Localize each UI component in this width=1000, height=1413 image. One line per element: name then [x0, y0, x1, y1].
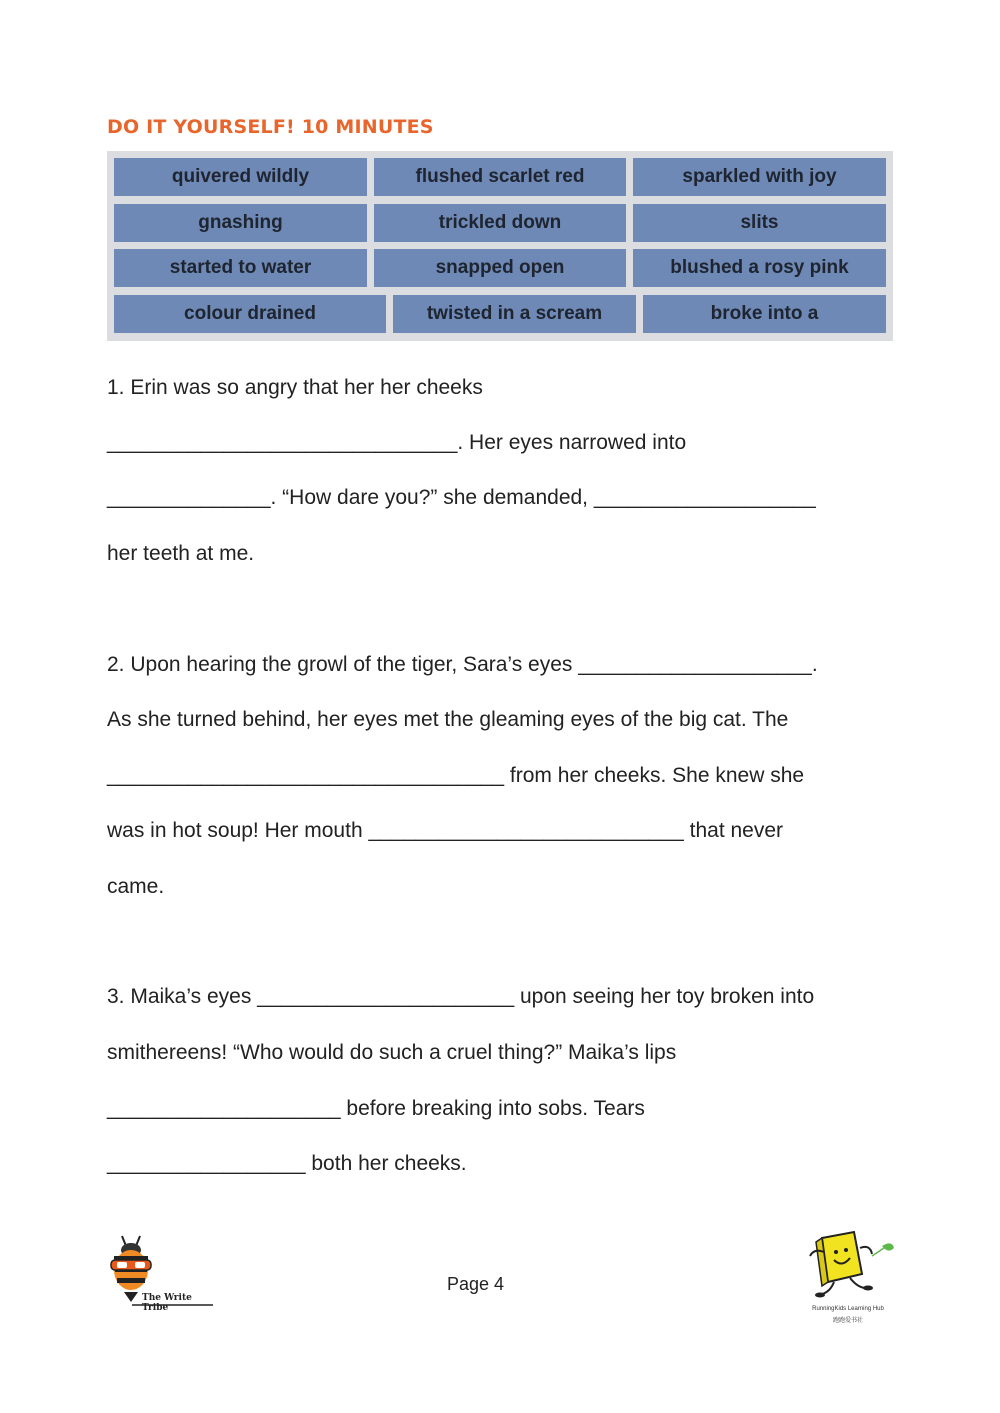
exercise-line: As she turned behind, her eyes met the gleaming eyes of the big cat. The: [107, 708, 789, 731]
running-book-icon: [800, 1228, 896, 1304]
word-bank-cell: broke into a: [643, 295, 886, 333]
exercise-line: __________________________________ from her cheeks. She knew she: [107, 764, 805, 787]
exercise-line: ______________. “How dare you?” she demanded, ___________________: [107, 486, 816, 509]
exercise-line: 1. Erin was so angry that her her cheeks: [107, 376, 483, 399]
word-bank-cell: blushed a rosy pink: [633, 249, 886, 287]
exercise-line: her teeth at me.: [107, 542, 255, 565]
word-bank-cell: quivered wildly: [114, 158, 367, 196]
exercise-line: came.: [107, 875, 165, 898]
word-bank-cell: twisted in a scream: [393, 295, 636, 333]
runningkids-sublabel: 跑跑爱书社: [832, 1318, 863, 1324]
exercise-line: ____________________ before breaking into sobs. Tears: [107, 1097, 645, 1120]
exercise-line: smithereens! “Who would do such a cruel thing?” Maika’s lips: [107, 1041, 677, 1064]
word-bank-cell: slits: [633, 204, 886, 242]
exercise-line: 3. Maika’s eyes ______________________ upon seeing her toy broken into: [107, 985, 815, 1008]
write-tribe-label: The Write Tribe: [142, 1293, 192, 1313]
exercise-line: was in hot soup! Her mouth ___________________________ that never: [107, 819, 784, 842]
word-bank: [107, 151, 893, 341]
word-bank-cell: trickled down: [374, 204, 626, 242]
exercise-line: ______________________________. Her eyes narrowed into: [107, 431, 687, 454]
page-number: Page 4: [447, 1274, 505, 1294]
write-tribe-logo: [108, 1234, 218, 1314]
word-bank-cell: colour drained: [114, 295, 386, 333]
activity-heading: DO IT YOURSELF! 10 MINUTES: [107, 116, 434, 138]
word-bank-cell: sparkled with joy: [633, 158, 886, 196]
word-bank-cell: started to water: [114, 249, 367, 287]
word-bank-cell: snapped open: [374, 249, 626, 287]
runningkids-logo: [800, 1228, 896, 1328]
runningkids-label: RunningKids Learning Hub: [812, 1306, 884, 1312]
exercise-line: 2. Upon hearing the growl of the tiger, Sara’s eyes ____________________.: [107, 653, 818, 676]
word-bank-cell: flushed scarlet red: [374, 158, 626, 196]
exercise-line: _________________ both her cheeks.: [107, 1152, 467, 1175]
word-bank-cell: gnashing: [114, 204, 367, 242]
